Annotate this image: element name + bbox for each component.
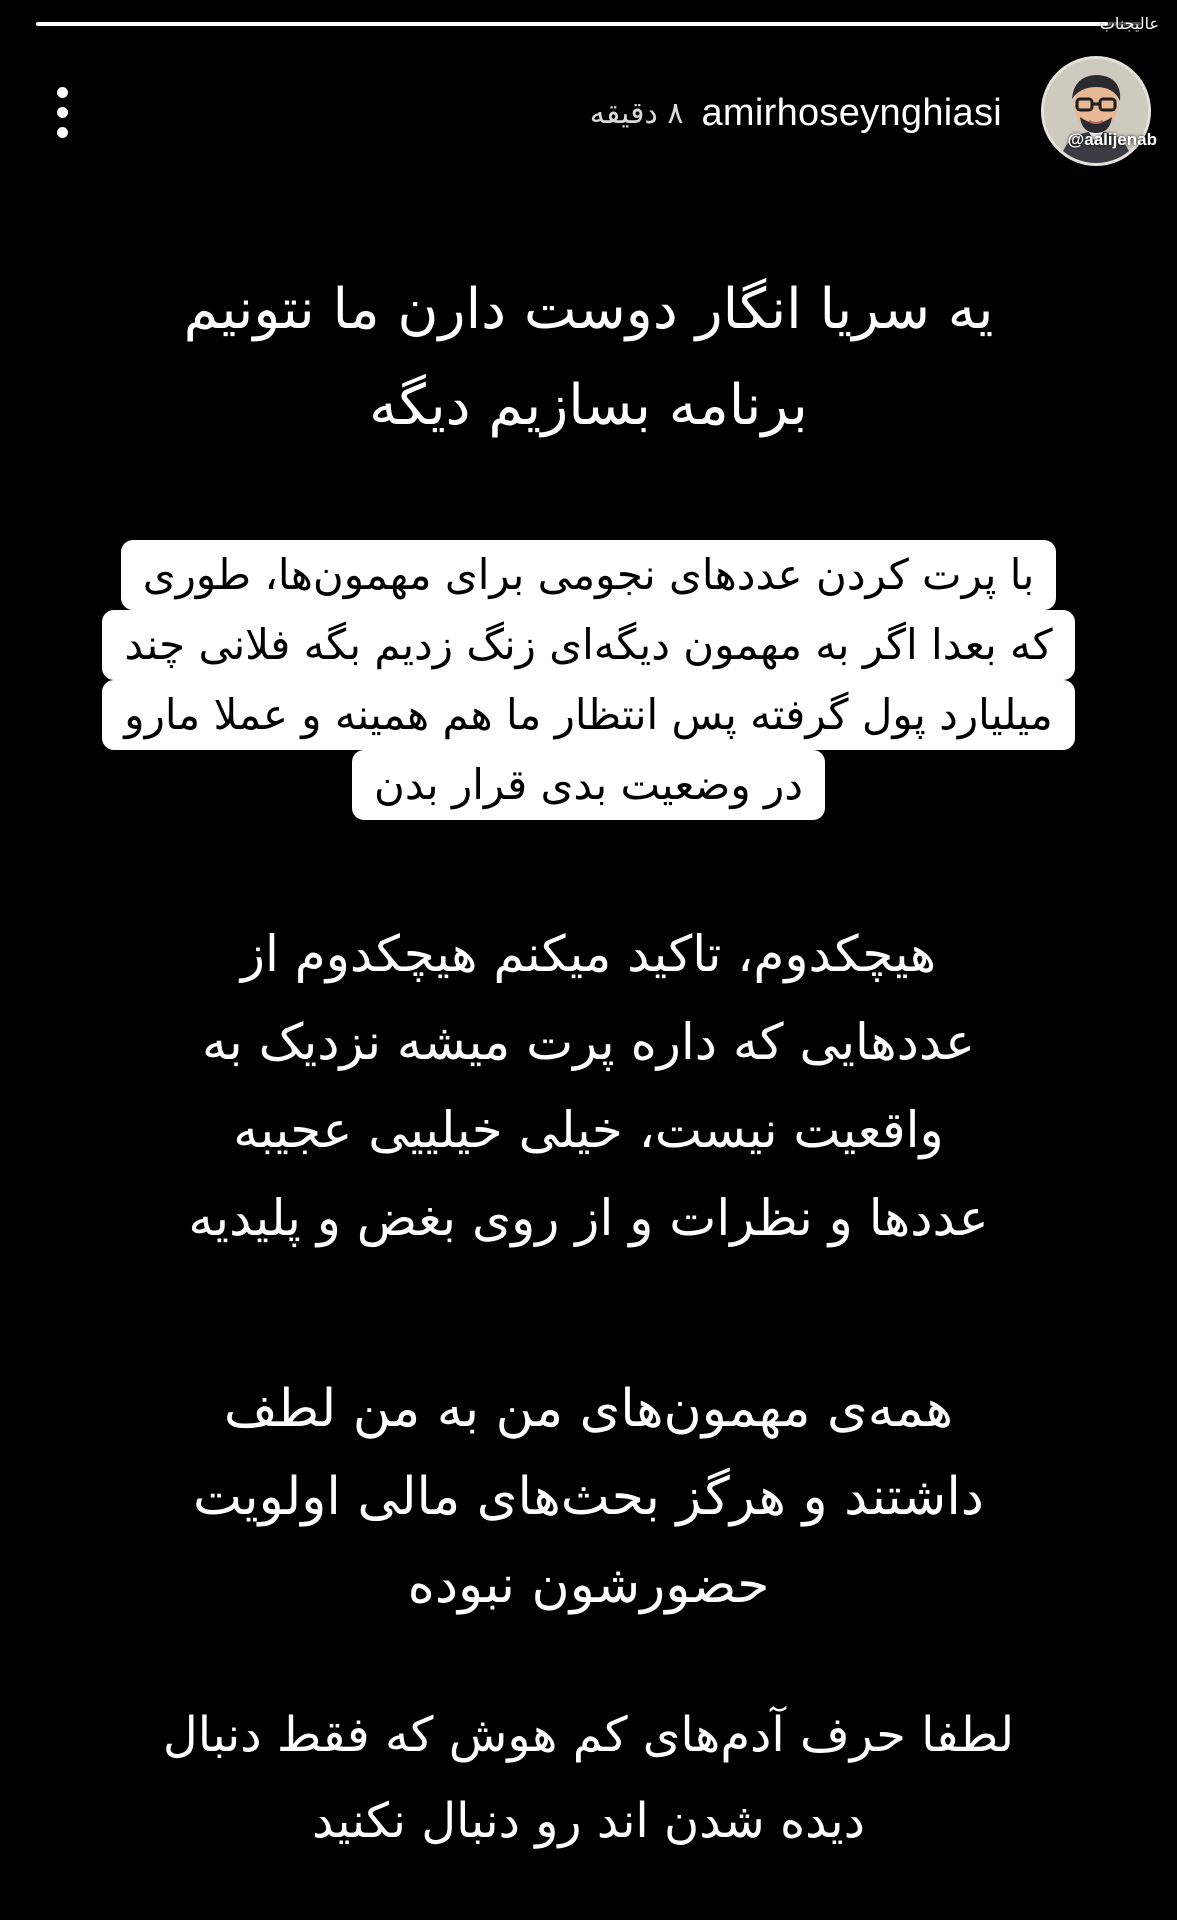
story-text-line: یه سریا انگار دوست دارن ما نتونیم: [183, 277, 994, 342]
highlight-line: در وضعیت بدی قرار بدن: [352, 750, 825, 820]
story-text-line: هیچکدوم، تاکید میکنم هیچکدوم از: [240, 925, 937, 983]
story-text-block-3: [0, 910, 1177, 1262]
story-progress-fill: [36, 22, 1108, 26]
story-progress-bar: [36, 22, 1141, 26]
story-text-line: عددها و نظرات و از روی بغض و پلیدیه: [188, 1189, 989, 1247]
story-text-line: حضورشون نبوده: [407, 1555, 770, 1615]
story-highlight-block: [0, 540, 1177, 820]
story-text-line: برنامه بسازیم دیگه: [369, 373, 808, 438]
story-username[interactable]: amirhoseynghiasi: [701, 92, 1002, 134]
story-text-line: واقعیت نیست، خیلی خیلییی عجیبه: [233, 1101, 944, 1159]
avatar-watermark-handle: @aalijenab: [1067, 130, 1157, 149]
menu-dot: [57, 87, 68, 98]
menu-dot: [57, 107, 68, 118]
avatar-watermark-text: عالیجناب: [1099, 14, 1159, 33]
story-header: [0, 40, 1177, 180]
highlight-line: که بعدا اگر به مهمون دیگه‌ای زنگ زدیم بگه فلانی چند: [102, 610, 1074, 680]
story-text-block-4: [0, 1365, 1177, 1629]
highlight-line: با پرت کردن عددهای نجومی برای مهمون‌ها، طوری: [121, 540, 1057, 610]
story-text-line: لطفا حرف آدم‌های کم هوش که فقط دنبال: [162, 1707, 1015, 1763]
menu-dot: [57, 127, 68, 138]
story-time-ago: ۸ دقیقه: [589, 96, 684, 131]
story-text-line: عددهایی که داره پرت میشه نزدیک به: [201, 1013, 976, 1071]
story-text-line: همه‌ی مهمون‌های من به من لطف: [223, 1379, 954, 1439]
story-text-block-1: [0, 262, 1177, 454]
story-text-block-5: [0, 1692, 1177, 1864]
more-vertical-icon[interactable]: [40, 78, 84, 146]
story-text-line: دیده شدن اند رو دنبال نکنید: [311, 1793, 866, 1849]
story-user-info: [590, 92, 1002, 135]
story-text-line: داشتند و هرگز بحث‌های مالی اولویت: [193, 1467, 984, 1527]
highlight-line: میلیارد پول گرفته پس انتظار ما هم همینه و عملا مارو: [102, 680, 1074, 750]
